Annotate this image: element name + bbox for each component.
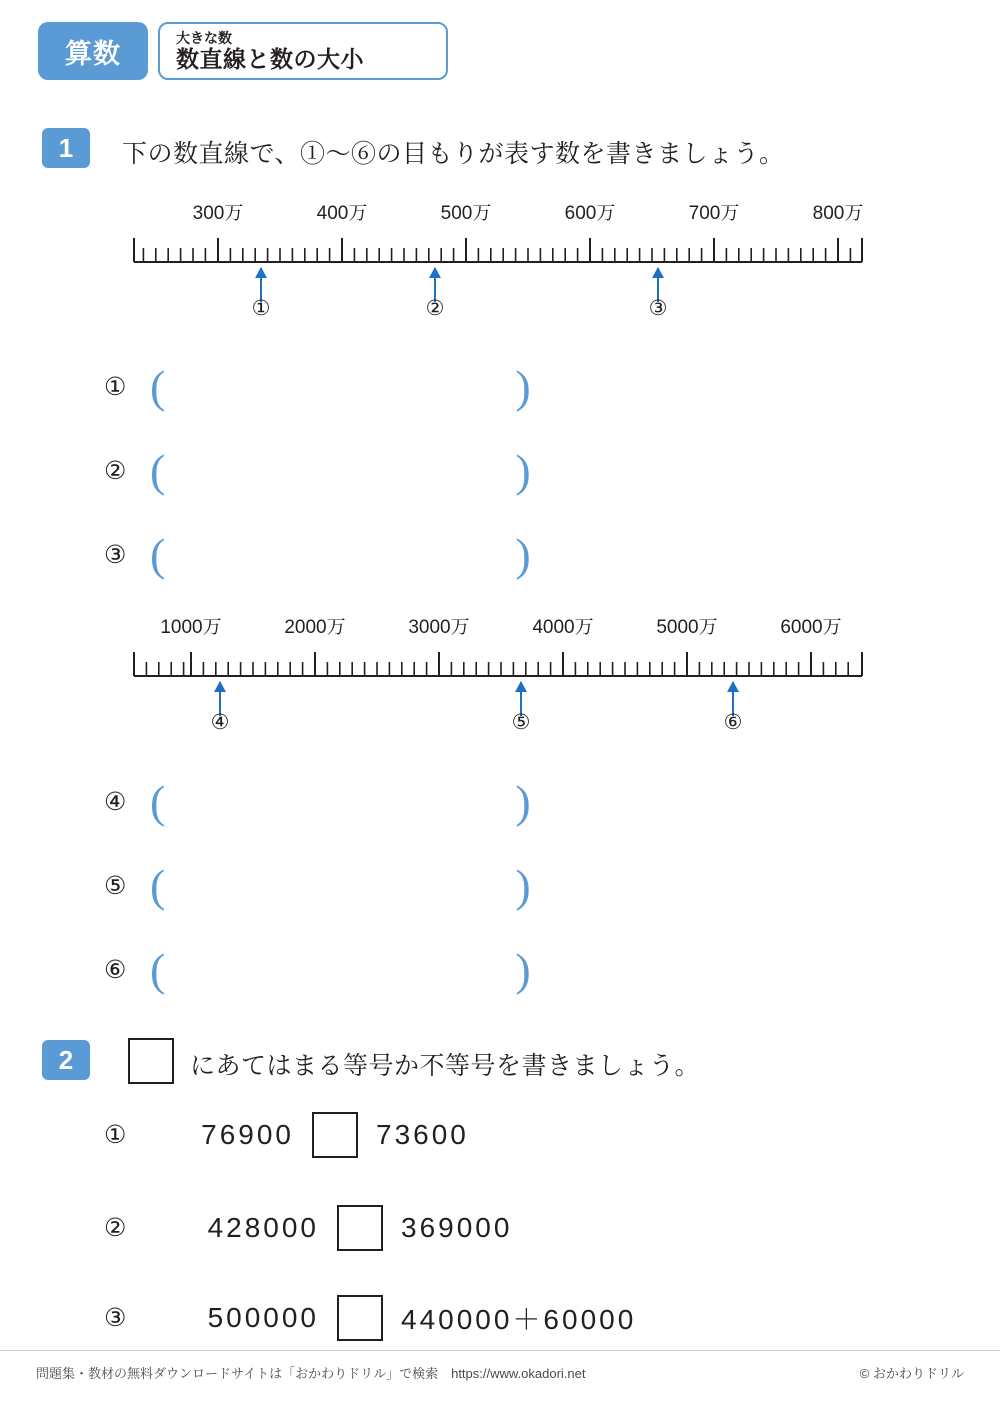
number-line-1-labels	[133, 198, 863, 224]
page-header	[38, 22, 448, 80]
number-line-1-marks	[133, 264, 863, 318]
nl1-scale	[133, 224, 863, 264]
nl1-label-5: 800万	[812, 203, 864, 224]
compare-left-3: 500000	[207, 1302, 319, 1333]
compare-answer-box-2[interactable]	[337, 1205, 383, 1251]
paren-right-3: )	[515, 529, 531, 580]
compare-right-2: 369000	[401, 1212, 513, 1243]
nl1-mark-label-2: ②	[425, 297, 445, 320]
nl1-label-0: 300万	[192, 203, 244, 224]
paren-right-6: )	[515, 944, 531, 995]
subject-badge: 算数	[38, 22, 148, 80]
question-1-text: 下の数直線で、①～⑥の目もりが表す数を書きましょう。	[122, 140, 785, 168]
compare-left-2: 428000	[207, 1212, 319, 1243]
paren-left-1: (	[150, 361, 166, 412]
answer-row-6[interactable]	[104, 944, 531, 995]
number-line-2-marks	[133, 678, 863, 732]
answer-row-3[interactable]	[104, 529, 531, 580]
nl2-label-0: 1000万	[160, 617, 222, 638]
compare-index-2: ②	[104, 1214, 127, 1242]
answer-row-5[interactable]	[104, 860, 531, 911]
question-2-number: 2	[42, 1040, 90, 1080]
answer-row-1[interactable]	[104, 361, 531, 412]
number-line-1	[133, 198, 863, 328]
compare-row-3[interactable]	[104, 1295, 636, 1341]
number-line-2-labels	[133, 612, 863, 638]
nl1-label-4: 700万	[688, 203, 740, 224]
footer-note: 問題集・教材の無料ダウンロードサイトは「おかわりドリル」で検索 https://www.okadori.net	[36, 1366, 586, 1381]
title-box	[158, 22, 448, 80]
compare-row-2[interactable]	[104, 1205, 512, 1251]
page-title: 数直線と数の大小	[176, 46, 364, 72]
unit-label: 大きな数	[176, 30, 232, 46]
compare-row-1[interactable]	[104, 1112, 469, 1158]
compare-right-1: 73600	[376, 1119, 469, 1150]
answer-row-2[interactable]	[104, 445, 531, 496]
answer-row-4[interactable]	[104, 776, 531, 827]
nl1-label-3: 600万	[564, 203, 616, 224]
question-2-sample-box[interactable]	[128, 1038, 174, 1084]
answer-index-6: ⑥	[104, 956, 127, 984]
question-1-number: 1	[42, 128, 90, 168]
paren-left-6: (	[150, 944, 166, 995]
nl1-mark-label-3: ③	[648, 297, 668, 320]
compare-answer-box-1[interactable]	[312, 1112, 358, 1158]
footer-divider	[0, 1350, 1000, 1351]
paren-left-4: (	[150, 776, 166, 827]
compare-answer-box-3[interactable]	[337, 1295, 383, 1341]
paren-right-1: )	[515, 361, 531, 412]
compare-index-1: ①	[104, 1121, 127, 1149]
nl2-mark-label-6: ⑥	[723, 711, 743, 734]
paren-left-5: (	[150, 860, 166, 911]
nl1-label-1: 400万	[316, 203, 368, 224]
answer-index-1: ①	[104, 373, 127, 401]
compare-index-3: ③	[104, 1304, 127, 1332]
answer-index-2: ②	[104, 457, 127, 485]
nl2-mark-label-5: ⑤	[511, 711, 531, 734]
answer-index-4: ④	[104, 788, 127, 816]
nl1-mark-label-1: ①	[251, 297, 271, 320]
nl2-label-3: 4000万	[532, 617, 594, 638]
nl2-label-2: 3000万	[408, 617, 470, 638]
number-line-2	[133, 612, 863, 742]
nl2-label-4: 5000万	[656, 617, 718, 638]
footer-copyright: © おかわりドリル	[859, 1366, 964, 1381]
answer-index-5: ⑤	[104, 872, 127, 900]
question-2-text: にあてはまる等号か不等号を書きましょう。	[190, 1052, 701, 1080]
paren-left-2: (	[150, 445, 166, 496]
nl2-label-5: 6000万	[780, 617, 842, 638]
nl1-label-2: 500万	[440, 203, 492, 224]
paren-right-5: )	[515, 860, 531, 911]
paren-right-4: )	[515, 776, 531, 827]
paren-left-3: (	[150, 529, 166, 580]
compare-right-3: 440000＋60000	[401, 1304, 637, 1335]
answer-index-3: ③	[104, 541, 127, 569]
compare-left-1: 76900	[201, 1119, 294, 1150]
nl2-label-1: 2000万	[284, 617, 346, 638]
nl2-mark-label-4: ④	[210, 711, 230, 734]
paren-right-2: )	[515, 445, 531, 496]
nl2-scale	[133, 638, 863, 678]
